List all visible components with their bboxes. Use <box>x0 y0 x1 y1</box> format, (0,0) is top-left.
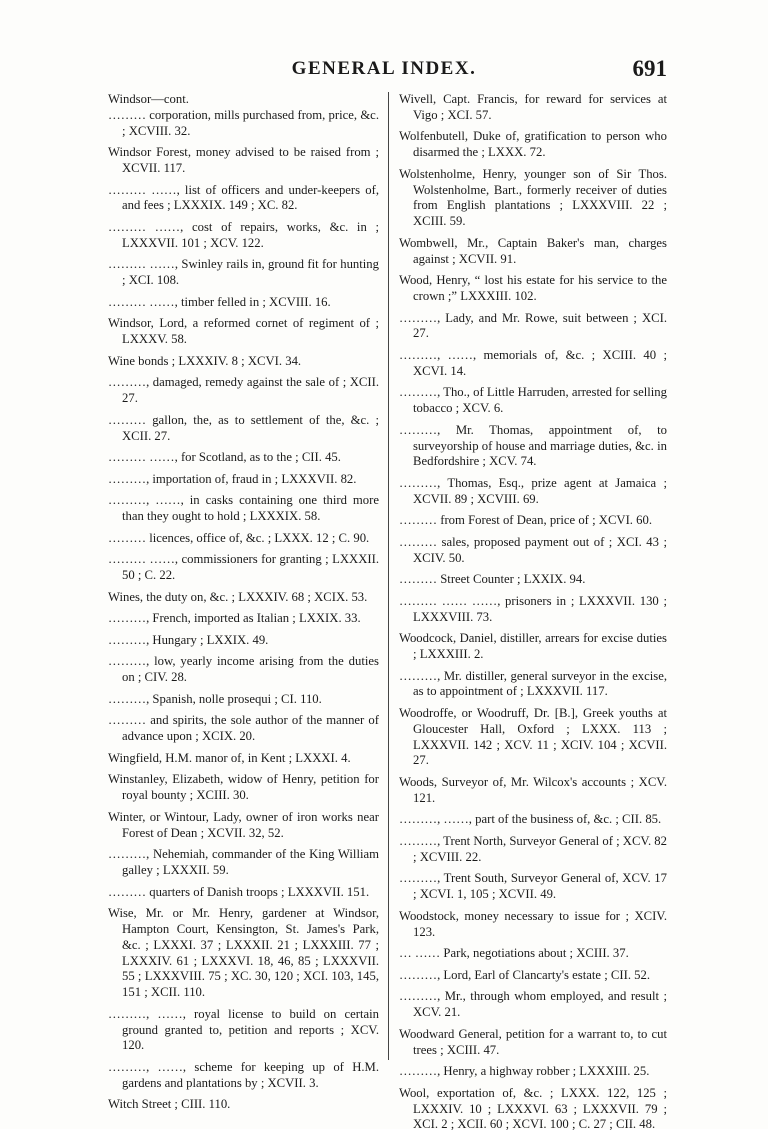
index-entry: Wombwell, Mr., Captain Baker's man, charges against ; XCVII. 91. <box>399 235 667 266</box>
index-entry: Wines, the duty on, &c. ; LXXXIV. 68 ; XCIX. 53. <box>108 589 368 604</box>
index-entry: ………, Trent North, Surveyor General of ; XCV. 82 ; XCVIII. 22. <box>399 834 667 864</box>
index-entry: ………, Trent South, Surveyor General of, XCV. 17 ; XCVI. 1, 105 ; XCVII. 49. <box>399 871 667 902</box>
index-entry: ………, Henry, a highway robber ; LXXXIII. 25. <box>399 1064 650 1079</box>
index-entry: ………, Lady, and Mr. Rowe, suit between ; XCI. 27. <box>399 310 667 341</box>
index-entry: ………, ……, part of the business of, &c. ; CII. 85. <box>399 812 662 827</box>
left-column <box>108 92 379 1119</box>
index-entry: ……… and spirits, the sole author of the manner of advance upon ; XCIX. 20. <box>108 713 379 744</box>
index-entry: Woodcock, Daniel, distiller, arrears for excise duties ; LXXXIII. 2. <box>399 631 667 662</box>
index-entry: ……… ……, timber felled in ; XCVIII. 16. <box>108 294 331 309</box>
index-entry: ……… quarters of Danish troops ; LXXXVII. 151. <box>108 884 370 899</box>
index-entry: ……… ……, list of officers and under-keepers of, and fees ; LXXXIX. 149 ; XC. 82. <box>108 182 379 213</box>
index-entry: Wingfield, H.M. manor of, in Kent ; LXXXI. 4. <box>108 750 351 765</box>
index-entry: ………, Lord, Earl of Clancarty's estate ; CII. 52. <box>399 967 651 982</box>
index-entry: ………, Mr. distiller, general surveyor in the excise, as to appointment of ; LXXXVII. 117. <box>399 668 667 699</box>
index-entry: ……… ……, commissioners for granting ; LXXXII. 50 ; C. 22. <box>108 552 379 583</box>
right-column <box>399 92 667 1139</box>
index-entry: ………, damaged, remedy against the sale of ; XCII. 27. <box>108 375 379 406</box>
index-entry: ………, Mr., through whom employed, and result ; XCV. 21. <box>399 989 667 1020</box>
index-entry: Wivell, Capt. Francis, for reward for services at Vigo ; XCI. 57. <box>399 92 667 122</box>
index-entry: ……… gallon, the, as to settlement of the, &c. ; XCII. 27. <box>108 412 379 443</box>
index-entry: Winter, or Wintour, Lady, owner of iron works near Forest of Dean ; XCVII. 32, 52. <box>108 809 379 840</box>
index-entry: ………, Hungary ; LXXIX. 49. <box>108 632 269 647</box>
index-entry: Winstanley, Elizabeth, widow of Henry, petition for royal bounty ; XCIII. 30. <box>108 772 379 803</box>
index-entry: Windsor—cont. <box>108 92 189 106</box>
index-entry: Woodroffe, or Woodruff, Dr. [B.], Greek youths at Gloucester Hall, Oxford ; LXXX. 113 ; LXXXVII. 142 ; XCV. 11 ; XCIV. 104 ; XCVII. 27. <box>399 706 667 768</box>
index-entry: ……… licences, office of, &c. ; LXXX. 12 ; C. 90. <box>108 530 370 545</box>
index-entry: Woodward General, petition for a warrant to, to cut trees ; XCIII. 47. <box>399 1026 667 1057</box>
index-entry: Witch Street ; CIII. 110. <box>108 1097 231 1112</box>
page-number: 691 <box>632 56 667 81</box>
index-entry: Wise, Mr. or Mr. Henry, gardener at Windsor, Hampton Court, Kensington, St. James's Park, &c. ; LXXXI. 37 ; LXXXII. 21 ; LXXXIII. 77 ; LXXXIV. 61 ; LXXXVI. 18, 46, 85 ; LXXXVII. 55 ; LXXXVIII. 75 ; XC. 30, 120 ; XCI. 103, 145, 151 ; XCII. 110. <box>108 906 379 1000</box>
index-entry: ………, Tho., of Little Harruden, arrested for selling tobacco ; XCV. 6. <box>399 385 667 416</box>
index-entry: ………, importation of, fraud in ; LXXXVII. 82. <box>108 471 357 486</box>
index-entry: Windsor Forest, money advised to be raised from ; XCVII. 117. <box>108 145 379 175</box>
index-entry: ………, ……, scheme for keeping up of H.M. gardens and plantations by ; XCVII. 3. <box>108 1059 379 1090</box>
index-entry: ………, ……, in casks containing one third more than they ought to hold ; LXXXIX. 58. <box>108 493 379 524</box>
index-entry: ……… ……, Swinley rails in, ground fit for hunting ; XCI. 108. <box>108 257 379 288</box>
index-entry: ……… …… ……, prisoners in ; LXXXVII. 130 ; LXXXVIII. 73. <box>399 593 667 624</box>
index-entry: ………, Nehemiah, commander of the King William galley ; LXXXII. 59. <box>108 847 379 877</box>
index-entry: ………, Spanish, nolle prosequi ; CI. 110. <box>108 691 322 706</box>
index-entry: ……… ……, for Scotland, as to the ; CII. 45. <box>108 450 341 465</box>
index-entry: ………, ……, royal license to build on certain ground granted to, petition and reports ; XCV. 120. <box>108 1006 379 1053</box>
index-entry: Woodstock, money necessary to issue for ; XCIV. 123. <box>399 908 667 939</box>
page-title: GENERAL INDEX. <box>291 58 477 79</box>
index-entry: ………, ……, memorials of, &c. ; XCIII. 40 ; XCVI. 14. <box>399 347 667 378</box>
index-entry: Wolfenbutell, Duke of, gratification to person who disarmed the ; LXXX. 72. <box>399 129 667 160</box>
index-entry: ………, Thomas, Esq., prize agent at Jamaica ; XCVII. 89 ; XCVIII. 69. <box>399 475 667 506</box>
index-entry: Windsor, Lord, a reformed cornet of regiment of ; LXXXV. 58. <box>108 316 379 347</box>
index-entry: Wool, exportation of, &c. ; LXXX. 122, 125 ; LXXXIV. 10 ; LXXXVI. 63 ; LXXXVII. 79 ; XCI. 2 ; XCII. 60 ; XCVI. 100 ; C. 27 ; CII. 48. <box>399 1085 667 1132</box>
index-entry: ………, low, yearly income arising from the duties on ; CIV. 28. <box>108 654 379 685</box>
index-entry: ……… sales, proposed payment out of ; XCI. 43 ; XCIV. 50. <box>399 534 667 565</box>
index-entry: Wine bonds ; LXXXIV. 8 ; XCVI. 34. <box>108 353 302 368</box>
index-entry: ……… corporation, mills purchased from, price, &c. ; XCVIII. 32. <box>108 107 379 138</box>
index-entry: ……… ……, cost of repairs, works, &c. in ; LXXXVII. 101 ; XCV. 122. <box>108 219 379 250</box>
column-divider <box>388 92 389 1060</box>
index-entry: … …… Park, negotiations about ; XCIII. 37. <box>399 946 629 961</box>
index-entry: Wood, Henry, “ lost his estate for his service to the crown ;” LXXXIII. 102. <box>399 273 667 303</box>
index-entry: ………, Mr. Thomas, appointment of, to surveyorship of house and marriage duties, &c. in Bedfordshire ; XCV. 74. <box>399 422 667 469</box>
index-entry: ……… from Forest of Dean, price of ; XCVI. 60. <box>399 513 652 528</box>
index-entry: ………, French, imported as Italian ; LXXIX. 33. <box>108 611 361 626</box>
index-entry: Woods, Surveyor of, Mr. Wilcox's accounts ; XCV. 121. <box>399 775 667 805</box>
index-entry: Wolstenholme, Henry, younger son of Sir Thos. Wolstenholme, Bart., formerly receiver of duties from English plantations ; LXXXVIII. 22 ; XCIII. 59. <box>399 166 667 229</box>
index-entry: ……… Street Counter ; LXXIX. 94. <box>399 572 586 587</box>
